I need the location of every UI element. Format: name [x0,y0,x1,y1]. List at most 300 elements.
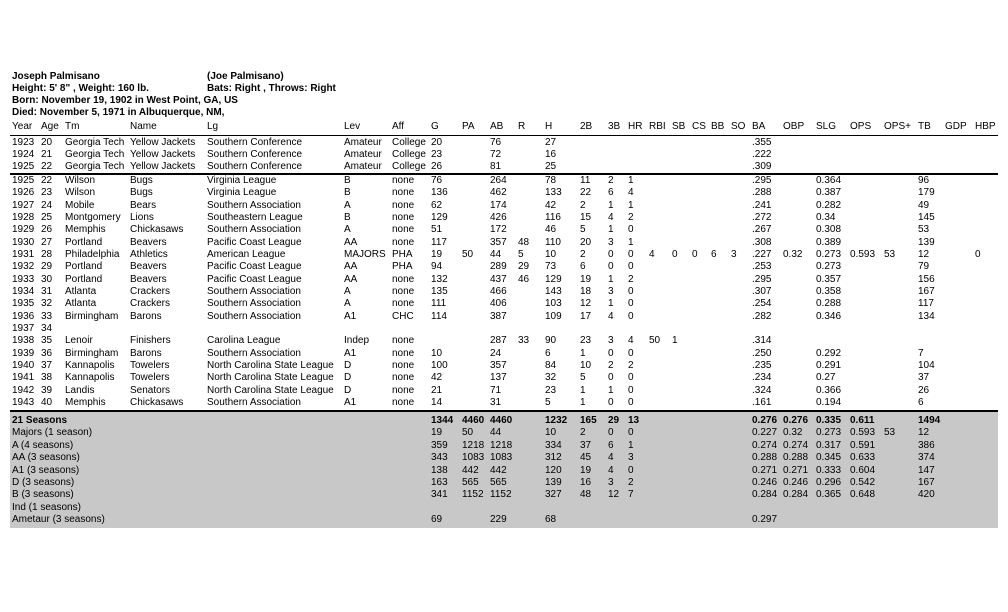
cell-doubles: 6 [580,261,586,272]
cell-at-bats: 71 [490,385,502,396]
cell-runs: 29 [518,261,530,272]
summary-at-bats: 1152 [490,489,512,500]
summary-games: 359 [431,440,448,451]
cell-plate-appearances: 50 [462,249,474,260]
cell-team-name: Towelers [130,360,170,371]
cell-team-name: Chickasaws [130,224,184,235]
cell-year: 1936 [12,311,35,322]
cell-affiliate: none [392,237,415,248]
cell-home-runs: 0 [628,348,634,359]
cell-stolen-bases: 1 [672,335,678,346]
cell-home-runs: 0 [628,397,634,408]
table-row [0,200,1008,212]
summary-slugging-pct: 0.296 [816,477,842,488]
cell-team: Memphis [65,224,106,235]
cell-age: 39 [41,385,53,396]
summary-doubles: 48 [580,489,592,500]
cell-age: 38 [41,372,53,383]
cell-batting-average: .307 [752,286,772,297]
cell-hits: 129 [545,274,562,285]
cell-level: A1 [344,311,357,322]
cell-doubles: 5 [580,224,586,235]
cell-games: 62 [431,200,443,211]
cell-ops: 0.593 [850,249,876,260]
cell-level: B [344,187,351,198]
summary-label: 21 Seasons [12,415,68,426]
cell-age: 34 [41,323,53,334]
summary-row [0,489,1008,501]
cell-total-bases: 49 [918,200,930,211]
cell-total-bases: 167 [918,286,935,297]
summary-total-bases: 1494 [918,415,941,426]
cell-hits: 109 [545,311,562,322]
cell-affiliate: none [392,397,415,408]
cell-home-runs: 2 [628,360,634,371]
cell-games: 21 [431,385,443,396]
cell-affiliate: none [392,360,415,371]
column-header-total-bases: TB [918,121,931,132]
column-header-ops-plus: OPS+ [884,121,911,132]
cell-league: Southern Association [207,298,301,309]
cell-doubles: 20 [580,237,592,248]
summary-games: 69 [431,514,443,525]
cell-triples: 0 [608,397,614,408]
summary-label: AA (3 seasons) [12,452,80,463]
cell-games: 42 [431,372,443,383]
cell-home-runs: 1 [628,175,634,186]
summary-label: A (4 seasons) [12,440,74,451]
cell-year: 1935 [12,298,35,309]
column-header-row [0,121,1008,133]
cell-total-bases: 104 [918,360,935,371]
cell-rbi: 4 [649,249,655,260]
summary-batting-average: 0.274 [752,440,778,451]
summary-at-bats: 229 [490,514,507,525]
cell-triples: 1 [608,200,614,211]
summary-plate-appearances: 442 [462,465,479,476]
cell-games: 135 [431,286,448,297]
cell-total-bases: 12 [918,249,930,260]
cell-affiliate: College [392,161,426,172]
summary-total-bases: 147 [918,465,935,476]
table-row [0,323,1008,335]
cell-batting-average: .308 [752,237,772,248]
cell-team-name: Beavers [130,237,167,248]
cell-total-bases: 7 [918,348,924,359]
summary-home-runs: 0 [628,465,634,476]
cell-at-bats: 137 [490,372,507,383]
cell-affiliate: none [392,187,415,198]
cell-affiliate: none [392,298,415,309]
cell-doubles: 2 [580,200,586,211]
cell-year: 1931 [12,249,35,260]
cell-year: 1925 [12,161,35,172]
summary-row [0,514,1008,526]
cell-batting-average: .250 [752,348,772,359]
summary-row [0,465,1008,477]
player-height-weight: Height: 5' 8" , Weight: 160 lb. [12,83,149,94]
summary-hits: 139 [545,477,562,488]
cell-triples: 1 [608,298,614,309]
summary-doubles: 19 [580,465,592,476]
cell-runs: 5 [518,249,524,260]
summary-slugging-pct: 0.365 [816,489,842,500]
summary-row [0,427,1008,439]
cell-affiliate: none [392,212,415,223]
cell-league: Pacific Coast League [207,261,302,272]
cell-age: 24 [41,200,53,211]
cell-home-runs: 2 [628,212,634,223]
table-row [0,149,1008,161]
cell-batting-average: .235 [752,360,772,371]
summary-total-bases: 167 [918,477,935,488]
summary-label: Majors (1 season) [12,427,93,438]
summary-ops: 0.611 [850,415,875,426]
cell-hits: 90 [545,335,557,346]
cell-level: A [344,298,351,309]
summary-triples: 0 [608,427,614,438]
column-header-runs: R [518,121,526,132]
cell-at-bats: 387 [490,311,507,322]
cell-games: 94 [431,261,443,272]
summary-label: B (3 seasons) [12,489,74,500]
cell-league: Southern Conference [207,161,303,172]
cell-games: 129 [431,212,448,223]
cell-runs: 46 [518,274,530,285]
table-row [0,286,1008,298]
cell-hits: 16 [545,149,557,160]
cell-league: Southeastern League [207,212,303,223]
summary-hits: 327 [545,489,562,500]
cell-games: 23 [431,149,443,160]
summary-at-bats: 1083 [490,452,513,463]
cell-home-runs: 0 [628,385,634,396]
summary-games: 1344 [431,415,454,426]
summary-games: 343 [431,452,448,463]
column-header-level: Lev [344,121,361,132]
cell-hits: 42 [545,200,557,211]
cell-affiliate: none [392,175,415,186]
summary-total-bases: 386 [918,440,935,451]
cell-at-bats: 462 [490,187,507,198]
cell-team-name: Yellow Jackets [130,149,196,160]
column-header-plate-appearances: PA [462,121,475,132]
summary-home-runs: 3 [628,452,634,463]
cell-games: 76 [431,175,443,186]
summary-on-base-pct: 0.284 [783,489,809,500]
summary-triples: 3 [608,477,614,488]
column-header-doubles: 2B [580,121,593,132]
cell-triples: 2 [608,360,614,371]
cell-league: Southern Association [207,397,301,408]
cell-doubles: 11 [580,175,591,186]
cell-at-bats: 466 [490,286,507,297]
cell-year: 1938 [12,335,35,346]
cell-home-runs: 0 [628,372,634,383]
column-header-league: Lg [207,121,219,132]
cell-batting-average: .254 [752,298,772,309]
summary-row [0,440,1008,452]
summary-at-bats: 4460 [490,415,513,426]
cell-slugging-pct: 0.282 [816,200,842,211]
cell-at-bats: 76 [490,137,502,148]
cell-league: Southern Association [207,311,301,322]
cell-batting-average: .295 [752,274,772,285]
column-header-year: Year [12,121,33,132]
cell-team: Kannapolis [65,360,115,371]
cell-year: 1942 [12,385,35,396]
summary-total-bases: 374 [918,452,935,463]
cell-team: Georgia Tech [65,149,125,160]
summary-ops: 0.648 [850,489,876,500]
cell-walks: 6 [711,249,717,260]
summary-on-base-pct: 0.32 [783,427,803,438]
cell-at-bats: 174 [490,200,507,211]
cell-affiliate: none [392,372,415,383]
cell-at-bats: 357 [490,237,507,248]
cell-hbp: 0 [975,249,981,260]
cell-slugging-pct: 0.292 [816,348,842,359]
cell-affiliate: none [392,200,415,211]
cell-team-name: Chickasaws [130,397,184,408]
cell-doubles: 1 [580,385,586,396]
cell-hits: 46 [545,224,557,235]
summary-total-bases: 420 [918,489,935,500]
cell-team: Atlanta [65,298,97,309]
cell-home-runs: 1 [628,237,634,248]
summary-batting-average: 0.284 [752,489,778,500]
cell-team: Birmingham [65,311,119,322]
cell-age: 35 [41,335,53,346]
cell-age: 22 [41,161,53,172]
summary-hits: 334 [545,440,562,451]
column-header-affiliate: Aff [392,121,405,132]
cell-team-name: Barons [130,348,162,359]
cell-year: 1928 [12,212,35,223]
column-header-at-bats: AB [490,121,504,132]
cell-total-bases: 179 [918,187,935,198]
cell-level: AA [344,261,358,272]
cell-team: Atlanta [65,286,97,297]
cell-team-name: Bugs [130,175,153,186]
summary-on-base-pct: 0.288 [783,452,809,463]
cell-games: 114 [431,311,447,322]
cell-triples: 1 [608,385,614,396]
cell-batting-average: .227 [752,249,772,260]
cell-age: 22 [41,175,53,186]
cell-slugging-pct: 0.308 [816,224,842,235]
cell-ops-plus: 53 [884,249,896,260]
column-header-ops: OPS [850,121,872,132]
cell-total-bases: 139 [918,237,935,248]
summary-games: 19 [431,427,443,438]
cell-team: Portland [65,274,103,285]
cell-team: Philadelphia [65,249,120,260]
table-row [0,237,1008,249]
cell-games: 117 [431,237,447,248]
player-born: Born: November 19, 1902 in West Point, GA, US [12,95,238,106]
cell-year: 1934 [12,286,35,297]
column-header-hits: H [545,121,553,132]
cell-slugging-pct: 0.346 [816,311,842,322]
table-row [0,274,1008,286]
cell-hits: 23 [545,385,557,396]
cell-home-runs: 4 [628,187,634,198]
cell-age: 31 [41,286,53,297]
summary-plate-appearances: 1218 [462,440,485,451]
column-header-walks: BB [711,121,725,132]
cell-at-bats: 31 [490,397,502,408]
cell-hits: 5 [545,397,551,408]
summary-batting-average: 0.297 [752,514,778,525]
cell-slugging-pct: 0.34 [816,212,836,223]
cell-year: 1924 [12,149,35,160]
summary-slugging-pct: 0.317 [816,440,842,451]
player-died: Died: November 5, 1971 in Albuquerque, NM, [12,107,225,118]
cell-affiliate: none [392,274,415,285]
cell-team: Memphis [65,397,106,408]
cell-level: Amateur [344,161,382,172]
player-bats-throws: Bats: Right , Throws: Right [207,83,336,94]
cell-games: 26 [431,161,443,172]
column-header-team: Tm [65,121,80,132]
cell-games: 10 [431,348,443,359]
cell-at-bats: 426 [490,212,507,223]
cell-batting-average: .161 [752,397,772,408]
column-header-on-base-pct: OBP [783,121,805,132]
cell-total-bases: 37 [918,372,930,383]
player-name: Joseph Palmisano [12,71,100,82]
cell-games: 51 [431,224,443,235]
cell-team: Kannapolis [65,372,115,383]
summary-hits: 312 [545,452,562,463]
cell-hits: 73 [545,261,557,272]
cell-year: 1939 [12,348,35,359]
table-row [0,385,1008,397]
cell-triples: 3 [608,335,614,346]
summary-ops-plus: 53 [884,427,896,438]
cell-hits: 133 [545,187,562,198]
cell-age: 20 [41,137,53,148]
cell-triples: 6 [608,187,614,198]
cell-league: North Carolina State League [207,360,334,371]
cell-at-bats: 289 [490,261,507,272]
cell-league: Virginia League [207,175,277,186]
cell-games: 136 [431,187,448,198]
cell-triples: 0 [608,261,614,272]
cell-on-base-pct: 0.32 [783,249,803,260]
cell-affiliate: none [392,286,415,297]
cell-doubles: 19 [580,274,592,285]
summary-total-bases: 12 [918,427,930,438]
cell-doubles: 10 [580,360,592,371]
cell-slugging-pct: 0.389 [816,237,842,248]
cell-age: 26 [41,224,53,235]
cell-triples: 3 [608,237,614,248]
cell-year: 1933 [12,274,35,285]
cell-batting-average: .324 [752,385,772,396]
table-row [0,360,1008,372]
player-name-line [0,71,1008,83]
cell-slugging-pct: 0.366 [816,385,842,396]
cell-affiliate: CHC [392,311,414,322]
summary-slugging-pct: 0.335 [816,415,842,426]
cell-batting-average: .288 [752,187,772,198]
cell-team-name: Barons [130,311,162,322]
cell-year: 1929 [12,224,35,235]
column-header-home-runs: HR [628,121,643,132]
cell-level: AA [344,237,358,248]
cell-batting-average: .253 [752,261,772,272]
cell-batting-average: .267 [752,224,772,235]
summary-on-base-pct: 0.246 [783,477,809,488]
cell-triples: 1 [608,224,614,235]
cell-hits: 27 [545,137,557,148]
cell-batting-average: .314 [752,335,772,346]
cell-total-bases: 53 [918,224,930,235]
cell-team-name: Towelers [130,372,170,383]
cell-doubles: 2 [580,249,586,260]
player-born-line [0,95,1008,107]
cell-at-bats: 81 [490,161,502,172]
cell-batting-average: .355 [752,137,772,148]
cell-league: Pacific Coast League [207,274,302,285]
cell-team-name: Senators [130,385,171,396]
cell-slugging-pct: 0.357 [816,274,842,285]
column-header-gdp: GDP [945,121,967,132]
header-divider [10,135,998,136]
cell-hits: 143 [545,286,562,297]
table-row [0,335,1008,347]
table-row [0,298,1008,310]
summary-plate-appearances: 1152 [462,489,484,500]
summary-home-runs: 0 [628,427,634,438]
summary-triples: 12 [608,489,620,500]
table-row [0,161,1008,173]
cell-doubles: 17 [580,311,592,322]
summary-plate-appearances: 4460 [462,415,485,426]
cell-affiliate: none [392,224,415,235]
table-row [0,212,1008,224]
cell-triples: 0 [608,249,614,260]
summary-on-base-pct: 0.274 [783,440,809,451]
cell-home-runs: 0 [628,286,634,297]
cell-league: Carolina League [207,335,281,346]
cell-at-bats: 287 [490,335,507,346]
summary-doubles: 37 [580,440,592,451]
cell-team: Georgia Tech [65,137,125,148]
summary-at-bats: 442 [490,465,507,476]
cell-team: Portland [65,261,103,272]
cell-games: 19 [431,249,443,260]
cell-affiliate: College [392,137,426,148]
cell-age: 28 [41,249,53,260]
player-physical-line [0,83,1008,95]
cell-hits: 10 [545,249,557,260]
cell-league: Southern Association [207,286,301,297]
cell-league: Southern Association [207,200,301,211]
cell-team-name: Yellow Jackets [130,137,196,148]
cell-home-runs: 0 [628,249,634,260]
cell-home-runs: 4 [628,335,634,346]
cell-total-bases: 134 [918,311,935,322]
summary-label: D (3 seasons) [12,477,75,488]
summary-doubles: 165 [580,415,597,426]
column-header-games: G [431,121,439,132]
player-nickname: (Joe Palmisano) [207,71,284,82]
cell-team-name: Bugs [130,187,153,198]
cell-level: A1 [344,348,357,359]
